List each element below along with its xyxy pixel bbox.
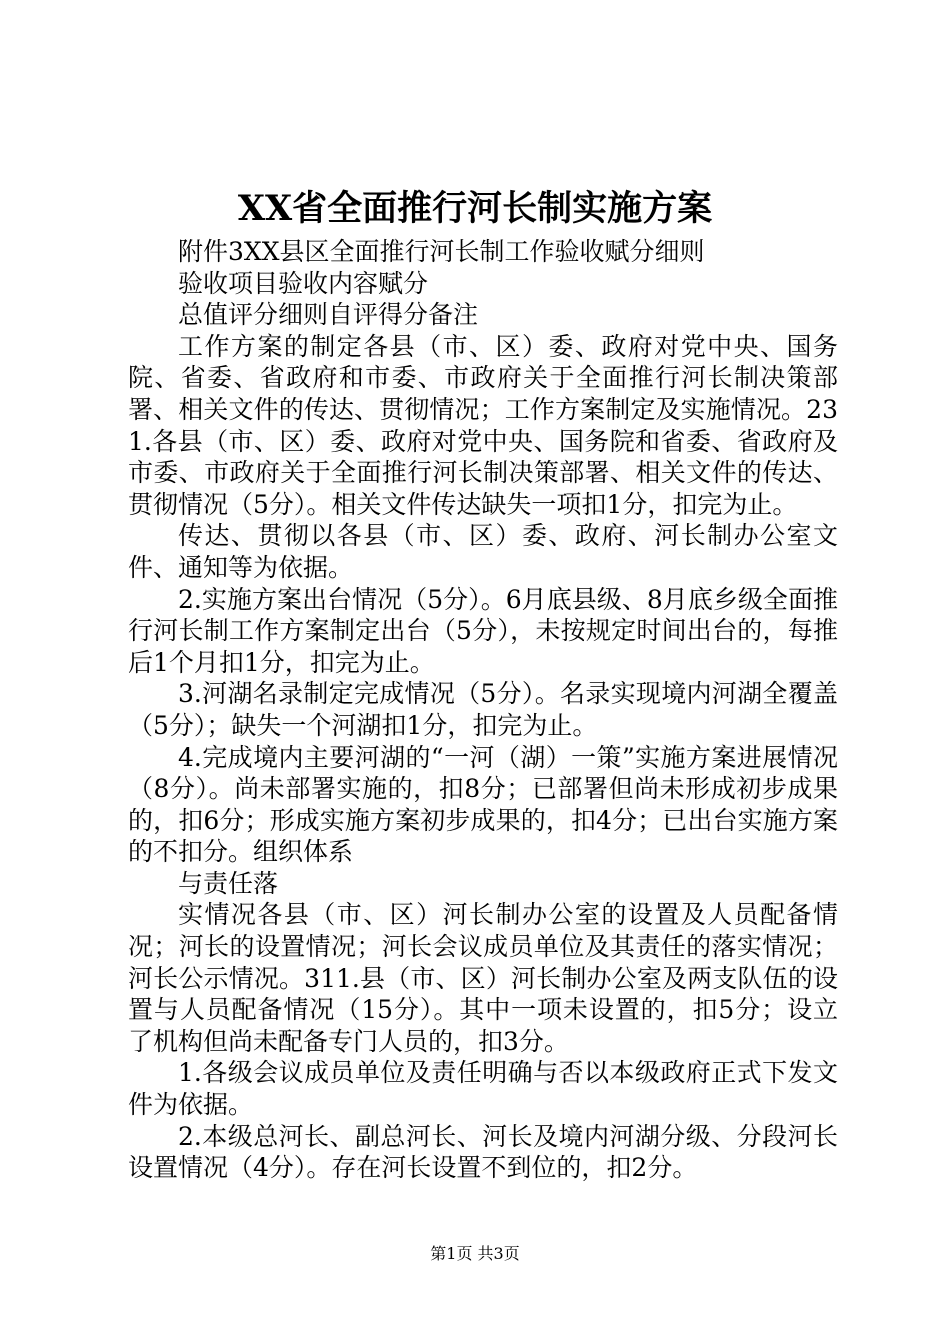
page-footer: 第1页 共3页: [430, 1244, 520, 1263]
paragraph-office-setup: 实情况各县（市、区）河长制办公室的设置及人员配备情况；河长的设置情况；河长会议成员单位及其责任的落实情况；河长公示情况。311.县（市、区）河长制办公室及两支队伍的设置与人员配备情况（15分）。其中一项未设置的，扣5分；设立了机构但尚未配备专门人员的，扣3分。: [128, 900, 838, 1056]
paragraph-work-plan: 工作方案的制定各县（市、区）委、政府对党中央、国务院、省委、省政府和市委、市政府关于全面推行河长制决策部署、相关文件的传达、贯彻情况；工作方案制定及实施情况。231.各县（市、区）委、政府对党中央、国务院和省委、省政府及市委、市政府关于全面推行河长制决策部署、相关文件的传达、贯彻情况（5分）。相关文件传达缺失一项扣1分，扣完为止。: [128, 331, 838, 519]
document-body: [128, 236, 838, 1184]
paragraph-header-row-2: 总值评分细则自评得分备注: [178, 300, 479, 330]
paragraph-responsibility-heading: 与责任落: [178, 868, 279, 898]
paragraph-item-4-one-river-one-policy: 4.完成境内主要河湖的“一河（湖）一策”实施方案进展情况（8分）。尚未部署实施的，扣8分；已部署但尚未形成初步成果的，扣6分；形成实施方案初步成果的，扣4分；已出台实施方案的不扣分。组织体系: [128, 742, 838, 867]
paragraph-dissemination-basis: 传达、贯彻以各县（市、区）委、政府、河长制办公室文件、通知等为依据。: [128, 521, 838, 582]
paragraph-river-chief-setup: 2.本级总河长、副总河长、河长及境内河湖分级、分段河长设置情况（4分）。存在河长设置不到位的，扣2分。: [128, 1121, 838, 1183]
paragraph-attachment-title: 附件3XX县区全面推行河长制工作验收赋分细则: [178, 237, 705, 266]
paragraph-header-row-1: 验收项目验收内容赋分: [178, 268, 429, 298]
document-title: XX省全面推行河长制实施方案: [237, 188, 713, 229]
paragraph-item-2-plan-release: 2.实施方案出台情况（5分）。6月底县级、8月底乡级全面推行河长制工作方案制定出台（5分），未按规定时间出台的，每推后1个月扣1分，扣完为止。: [128, 584, 838, 677]
paragraph-member-units: 1.各级会议成员单位及责任明确与否以本级政府正式下发文件为依据。: [128, 1058, 838, 1120]
paragraph-item-3-river-list: 3.河湖名录制定完成情况（5分）。名录实现境内河湖全覆盖（5分）；缺失一个河湖扣1分，扣完为止。: [128, 679, 838, 740]
